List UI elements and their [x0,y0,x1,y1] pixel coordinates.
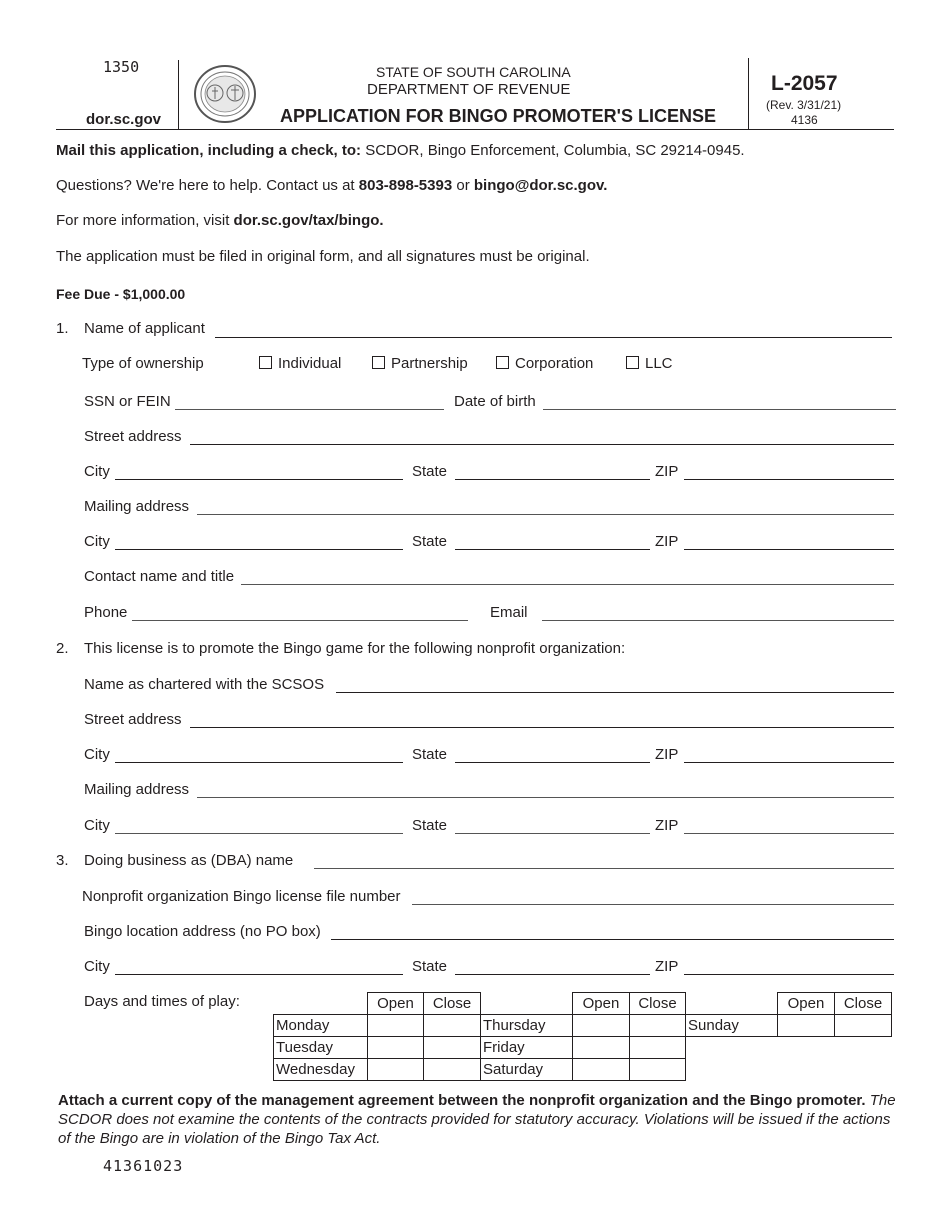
phone-label: Phone [84,604,128,621]
location-label: Bingo location address (no PO box) [84,923,321,940]
open-header: Open [368,993,424,1015]
corporation-label: Corporation [515,355,594,372]
day-monday: Monday [274,1015,368,1037]
thursday-open-field[interactable] [573,1015,630,1037]
org-mailing-zip-field[interactable] [684,833,894,834]
department-name: DEPARTMENT OF REVENUE [367,81,571,98]
mail-address: SCDOR, Bingo Enforcement, Columbia, SC 29214-0945. [361,142,745,159]
attach-note-italic: The SCDOR does not examine the contents of the contracts provided for statutory accuracy. Violations will be issued if the actions of the Bingo are in violation of the Bingo Tax Act. [58,1092,896,1147]
individual-label: Individual [278,355,342,372]
table-row [274,1015,892,1037]
location-city-label: City [84,958,110,975]
location-city-field[interactable] [115,974,403,975]
original-form-note: The application must be filed in original form, and all signatures must be original. [56,248,590,265]
chartered-name-label: Name as chartered with the SCSOS [84,676,325,693]
tuesday-close-field[interactable] [424,1037,481,1059]
dba-field[interactable] [314,868,894,869]
mail-instructions [56,142,745,160]
table-cell [835,1037,892,1059]
thursday-close-field[interactable] [630,1015,686,1037]
info-link: dor.sc.gov/tax/bingo. [233,212,384,229]
state-label: State [412,463,448,480]
org-mailing-label: Mailing address [84,781,190,798]
applicant-name-field[interactable] [215,337,892,338]
ssn-field[interactable] [175,409,444,410]
days-times-table [273,992,892,1081]
ownership-individual[interactable] [259,355,341,373]
ownership-corporation[interactable] [496,355,593,373]
close-header: Close [630,993,686,1015]
llc-checkbox[interactable] [626,356,639,369]
org-street-field[interactable] [190,727,894,728]
open-header: Open [778,993,835,1015]
revision-date: (Rev. 3/31/21) [766,98,842,112]
day-thursday: Thursday [481,1015,573,1037]
partnership-label: Partnership [391,355,468,372]
form-title: APPLICATION FOR BINGO PROMOTER'S LICENSE [280,106,716,126]
sunday-open-field[interactable] [778,1015,835,1037]
days-times-label: Days and times of play: [84,993,240,1010]
attach-note-bold: Attach a current copy of the management agreement between the nonprofit organization and the Bingo promoter. [58,1092,866,1109]
questions-line [56,177,607,195]
org-zip-field[interactable] [684,762,894,763]
partnership-checkbox[interactable] [372,356,385,369]
header-divider-left [178,60,179,130]
org-state-field[interactable] [455,762,650,763]
org-state-label: State [412,746,448,763]
mailing-address-field[interactable] [197,514,894,515]
zip-label: ZIP [655,463,679,480]
location-field[interactable] [331,939,894,940]
file-number-field[interactable] [412,904,894,905]
org-city-label: City [84,746,110,763]
saturday-close-field[interactable] [630,1059,686,1081]
sunday-close-field[interactable] [835,1015,892,1037]
mailing-city-field[interactable] [115,549,403,550]
form-code: 1350 [103,58,140,76]
mail-label: Mail this application, including a check, to: [56,142,362,159]
friday-close-field[interactable] [630,1037,686,1059]
state-field[interactable] [455,479,650,480]
table-header-row [274,993,892,1015]
table-cell [686,1037,778,1059]
day-wednesday: Wednesday [274,1059,368,1081]
applicant-name-label: Name of applicant [84,320,205,337]
close-header: Close [424,993,481,1015]
contact-email: bingo@dor.sc.gov. [473,177,608,194]
state-name: STATE OF SOUTH CAROLINA [376,64,571,80]
header-divider-right [748,58,749,130]
day-friday: Friday [481,1037,573,1059]
table-cell [686,993,778,1015]
individual-checkbox[interactable] [259,356,272,369]
mailing-state-field[interactable] [455,549,650,550]
state-seal-icon [193,64,257,124]
contact-name-field[interactable] [241,584,894,585]
form-id: 4136 [791,113,818,127]
table-cell [481,993,573,1015]
form-number: L-2057 [771,72,838,95]
open-header: Open [573,993,630,1015]
dba-label: Doing business as (DBA) name [84,852,294,869]
wednesday-open-field[interactable] [368,1059,424,1081]
attach-note [58,1091,898,1148]
barcode-number: 41361023 [103,1157,184,1175]
table-row [274,1037,892,1059]
chartered-name-field[interactable] [336,692,894,693]
table-row [274,1059,892,1081]
monday-close-field[interactable] [424,1015,481,1037]
dob-label: Date of birth [454,393,536,410]
org-city-field[interactable] [115,762,403,763]
mailing-city-label: City [84,533,110,550]
website: dor.sc.gov [86,111,162,128]
table-cell [686,1059,778,1081]
section-2-number: 2. [56,640,69,657]
table-cell [835,1059,892,1081]
mailing-zip-field[interactable] [684,549,894,550]
org-mailing-field[interactable] [197,797,894,798]
llc-label: LLC [645,355,673,372]
day-tuesday: Tuesday [274,1037,368,1059]
contact-name-label: Contact name and title [84,568,235,585]
section-2-text: This license is to promote the Bingo game for the following nonprofit organization: [84,640,626,657]
monday-open-field[interactable] [368,1015,424,1037]
corporation-checkbox[interactable] [496,356,509,369]
zip-field[interactable] [684,479,894,480]
org-zip-label: ZIP [655,746,679,763]
city-field[interactable] [115,479,403,480]
table-cell [274,993,368,1015]
info-line [56,212,384,230]
location-state-label: State [412,958,448,975]
email-field[interactable] [542,620,894,621]
day-saturday: Saturday [481,1059,573,1081]
org-mailing-state-label: State [412,817,448,834]
section-3-number: 3. [56,852,69,869]
phone-field[interactable] [132,620,468,621]
tuesday-open-field[interactable] [368,1037,424,1059]
dob-field[interactable] [543,409,896,410]
email-label: Email [490,604,528,621]
fee-due: Fee Due - $1,000.00 [56,286,186,302]
table-cell [778,1037,835,1059]
mailing-address-label: Mailing address [84,498,190,515]
city-label: City [84,463,110,480]
header-rule [56,129,894,130]
ownership-label: Type of ownership [82,355,204,372]
file-number-label: Nonprofit organization Bingo license file number [82,888,401,905]
or-text: or [452,177,474,194]
ownership-llc[interactable] [626,355,673,373]
section-1-number: 1. [56,320,69,337]
org-mailing-city-field[interactable] [115,833,403,834]
location-zip-field[interactable] [684,974,894,975]
location-zip-label: ZIP [655,958,679,975]
mailing-state-label: State [412,533,448,550]
info-text: For more information, visit [56,212,234,229]
questions-text: Questions? We're here to help. Contact us at [56,177,359,194]
friday-open-field[interactable] [573,1037,630,1059]
table-cell [778,1059,835,1081]
location-state-field[interactable] [455,974,650,975]
close-header: Close [835,993,892,1015]
org-mailing-city-label: City [84,817,110,834]
street-address-field[interactable] [190,444,894,445]
mailing-zip-label: ZIP [655,533,679,550]
ssn-label: SSN or FEIN [84,393,171,410]
org-mailing-zip-label: ZIP [655,817,679,834]
org-street-label: Street address [84,711,182,728]
ownership-partnership[interactable] [372,355,468,373]
saturday-open-field[interactable] [573,1059,630,1081]
org-mailing-state-field[interactable] [455,833,650,834]
day-sunday: Sunday [686,1015,778,1037]
wednesday-close-field[interactable] [424,1059,481,1081]
contact-phone: 803-898-5393 [358,177,453,194]
street-address-label: Street address [84,428,182,445]
